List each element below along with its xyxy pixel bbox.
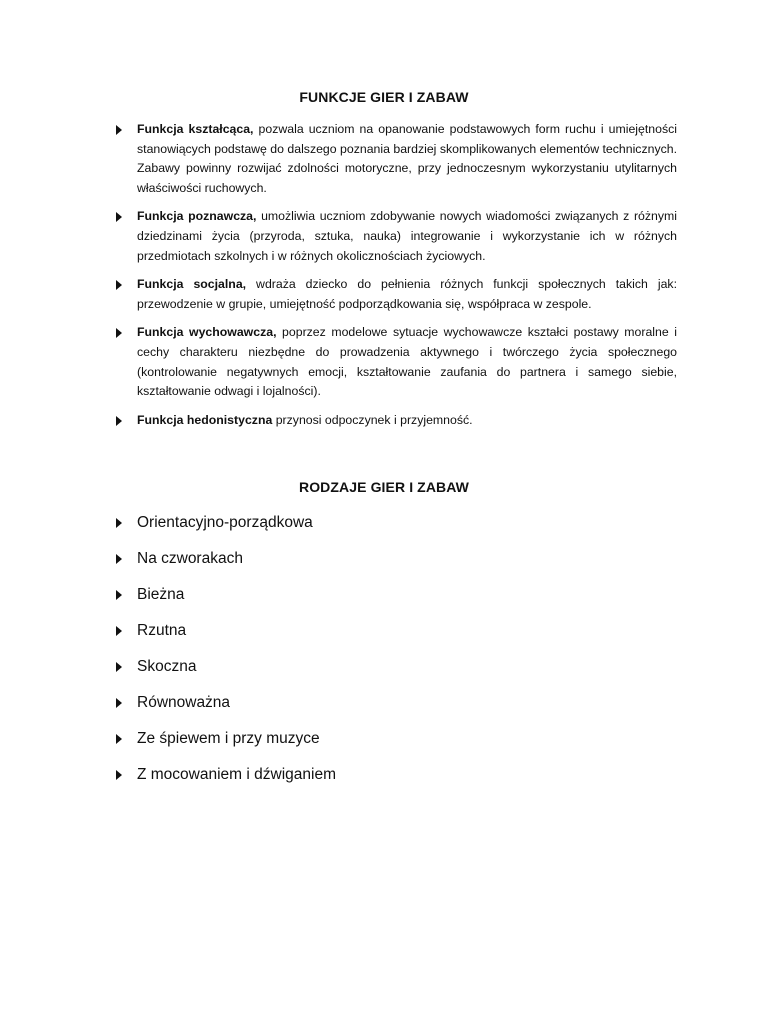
kind-label: Skoczna [137,658,197,675]
function-name: Funkcja poznawcza, [137,209,257,224]
function-name: Funkcja wychowawcza, [137,325,277,340]
triangle-bullet-icon [116,416,122,426]
kinds-heading: RODZAJE GIER I ZABAW [298,479,469,495]
function-item-upbringing [111,323,677,401]
function-name: Funkcja hedonistyczna [137,412,273,427]
kind-item [111,546,677,572]
kind-item [111,690,677,716]
function-name: Funkcja socjalna, [137,277,247,292]
functions-list [111,120,677,439]
kind-label: Orientacyjno-porządkowa [137,514,313,531]
kinds-list [111,510,677,798]
triangle-bullet-icon [116,662,122,672]
triangle-bullet-icon [116,280,122,290]
triangle-bullet-icon [116,698,122,708]
function-item-educational [111,120,677,198]
triangle-bullet-icon [116,590,122,600]
kind-label: Rzutna [137,622,187,639]
kind-item [111,618,677,644]
kind-item [111,654,677,680]
triangle-bullet-icon [116,328,122,338]
kind-item [111,726,677,752]
triangle-bullet-icon [116,125,122,135]
functions-heading: FUNKCJE GIER I ZABAW [299,89,469,105]
triangle-bullet-icon [116,770,122,780]
function-item-hedonistic [111,411,677,431]
triangle-bullet-icon [116,518,122,528]
triangle-bullet-icon [116,626,122,636]
function-description: pozwala uczniom na opanowanie podstawowych form ruchu i umiejętności stanowiących podstawę do dalszego poznania bardziej skomplikowanych elementów technicznych. Zabawy powinny rozwijać zdolności motoryczne, przy jednoczesnym wykorzystaniu utylitarnych właściwości ruchowych. [137,122,678,195]
kind-label: Bieżna [137,586,185,603]
function-description: umożliwia uczniom zdobywanie nowych wiadomości związanych z różnymi dziedzinami życia (przyroda, sztuka, nauka) integrowanie i wykorzystanie ich w różnych przedmiotach szkolnych i w różnych okolicznościach życiowych. [137,209,677,263]
kind-label: Równoważna [137,694,231,711]
function-description: poprzez modelowe sytuacje wychowawcze kształci postawy moralne i cechy charakteru niezbędne do prowadzenia aktywnego i twórczego życia społecznego (kontrolowanie negatywnych emocji, kształtowanie zaufania do partnera i samego siebie, kształtowanie odwagi i lojalności). [137,325,677,399]
triangle-bullet-icon [116,734,122,744]
kind-label: Z mocowaniem i dźwiganiem [137,766,336,783]
kind-item [111,510,677,536]
kind-item [111,582,677,608]
function-item-cognitive [111,207,677,266]
function-item-social [111,275,677,314]
function-description: przynosi odpoczynek i przyjemność. [272,412,473,427]
triangle-bullet-icon [116,554,122,564]
function-name: Funkcja kształcąca, [137,122,254,136]
kind-item [111,762,677,788]
kind-label: Na czworakach [137,550,243,567]
function-description: wdraża dziecko do pełnienia różnych funkcji społecznych takich jak: przewodzenie w grupie, umiejętność podporządkowania się, współpraca w zespole. [137,277,677,311]
kind-label: Ze śpiewem i przy muzyce [137,730,320,747]
triangle-bullet-icon [116,212,122,222]
